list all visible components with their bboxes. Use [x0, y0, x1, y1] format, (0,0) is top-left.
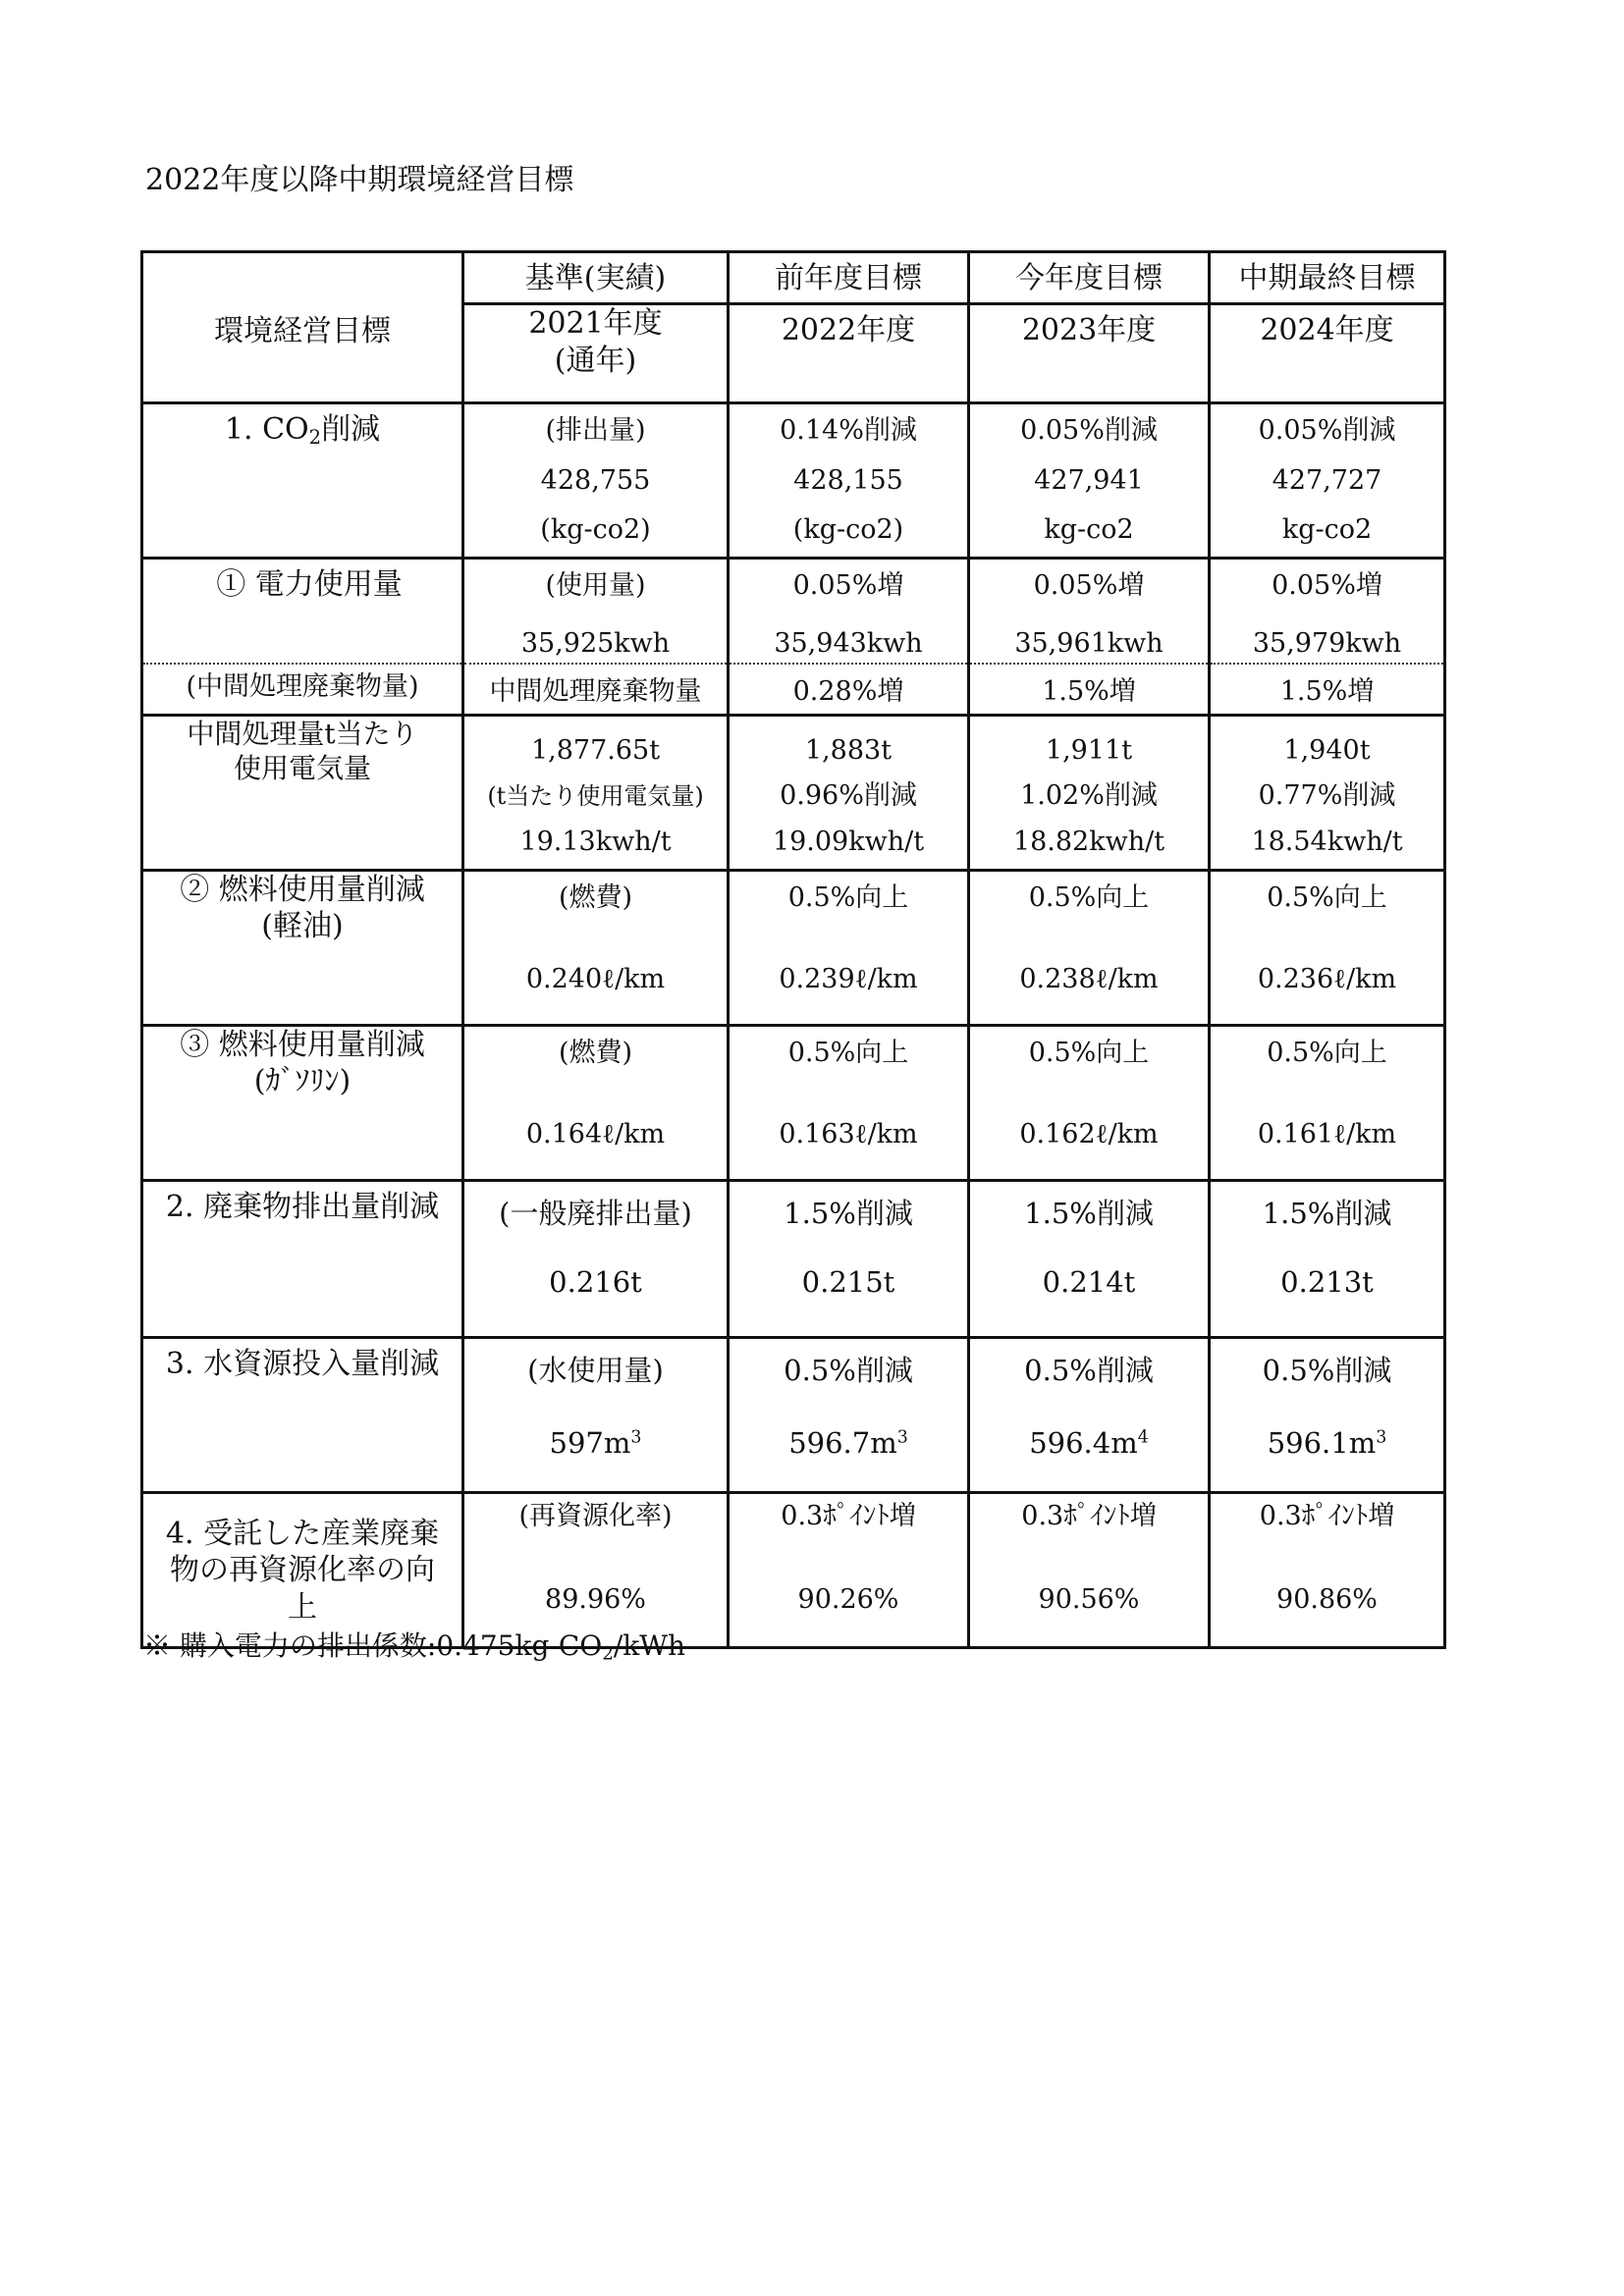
- environmental-goals-table: [140, 250, 1446, 1649]
- power-cell: 0.05%増 35,961kwh: [969, 559, 1210, 665]
- co2-cell: 0.14%削減 428,155 (kg-co2): [729, 403, 969, 559]
- diesel-cell: (燃費) 0.240ℓ/km: [463, 870, 729, 1025]
- waste-cell: 1.5%削減 0.214t: [969, 1180, 1210, 1337]
- co2-row: [142, 403, 1445, 559]
- power-per-ton-label: 中間処理量t当たり 使用電気量: [142, 715, 463, 870]
- co2-cell: 0.05%削減 427,727 kg-co2: [1210, 403, 1445, 559]
- recycle-cell: 0.3ﾎﾟｲﾝﾄ増 90.86%: [1210, 1492, 1445, 1647]
- power-per-ton-cell: 1,877.65t (t当たり使用電気量) 19.13kwh/t: [463, 715, 729, 870]
- power-per-ton-cell: 1,883t 0.96%削減 19.09kwh/t: [729, 715, 969, 870]
- diesel-cell: 0.5%向上 0.239ℓ/km: [729, 870, 969, 1025]
- power-cell: 0.05%増 35,979kwh: [1210, 559, 1445, 665]
- emission-factor-note: ※ 購入電力の排出係数$:0.475kg-CO_2$/kWh: [143, 1629, 686, 1665]
- water-cell: 0.5%削減 $596.1m^3$: [1210, 1337, 1445, 1492]
- water-cell: 0.5%削減 $596.4m^4$: [969, 1337, 1210, 1492]
- intermediate-waste-cell: 1.5%増: [1210, 664, 1445, 715]
- waste-label: 2. 廃棄物排出量削減: [142, 1180, 463, 1337]
- co2-label: 1. $CO_2$削減: [142, 403, 463, 559]
- header-year: 2021年度: [528, 306, 663, 341]
- water-cell: (水使用量) $597m^3$: [463, 1337, 729, 1492]
- header-col-current-target: 今年度目標: [969, 252, 1210, 304]
- header-year-cell: 2024年度: [1210, 304, 1445, 403]
- power-per-ton-row: [142, 715, 1445, 870]
- intermediate-waste-row: [142, 664, 1445, 715]
- intermediate-waste-cell: 中間処理廃棄物量: [463, 664, 729, 715]
- waste-cell: 1.5%削減 0.213t: [1210, 1180, 1445, 1337]
- waste-cell: 1.5%削減 0.215t: [729, 1180, 969, 1337]
- power-cell: (使用量) 35,925kwh: [463, 559, 729, 665]
- header-col-baseline: 基準(実績): [463, 252, 729, 304]
- recycle-cell: (再資源化率) 89.96%: [463, 1492, 729, 1647]
- gasoline-row: [142, 1025, 1445, 1180]
- gasoline-cell: 0.5%向上 0.161ℓ/km: [1210, 1025, 1445, 1180]
- header-year-note: (通年): [554, 343, 637, 378]
- header-year-cell: 2022年度: [729, 304, 969, 403]
- power-row: [142, 559, 1445, 665]
- diesel-cell: 0.5%向上 0.238ℓ/km: [969, 870, 1210, 1025]
- waste-row: [142, 1180, 1445, 1337]
- gasoline-cell: 0.5%向上 0.163ℓ/km: [729, 1025, 969, 1180]
- header-row: [142, 252, 1445, 304]
- recycle-cell: 0.3ﾎﾟｲﾝﾄ増 90.56%: [969, 1492, 1210, 1647]
- recycle-cell: 0.3ﾎﾟｲﾝﾄ増 90.26%: [729, 1492, 969, 1647]
- water-label: 3. 水資源投入量削減: [142, 1337, 463, 1492]
- power-per-ton-cell: 1,911t 1.02%削減 18.82kwh/t: [969, 715, 1210, 870]
- header-year-cell: 2023年度: [969, 304, 1210, 403]
- intermediate-waste-cell: 1.5%増: [969, 664, 1210, 715]
- power-per-ton-cell: 1,940t 0.77%削減 18.54kwh/t: [1210, 715, 1445, 870]
- header-label: 環境経営目標: [142, 252, 463, 403]
- recycle-label: 4. 受託した産業廃棄 物の再資源化率の向 上: [142, 1492, 463, 1647]
- diesel-label: ② 燃料使用量削減 (軽油): [142, 870, 463, 1025]
- header-col-final-target: 中期最終目標: [1210, 252, 1445, 304]
- water-row: [142, 1337, 1445, 1492]
- co2-cell: 0.05%削減 427,941 kg-co2: [969, 403, 1210, 559]
- header-col-prev-target: 前年度目標: [729, 252, 969, 304]
- diesel-cell: 0.5%向上 0.236ℓ/km: [1210, 870, 1445, 1025]
- diesel-row: [142, 870, 1445, 1025]
- power-label: ① 電力使用量: [142, 559, 463, 665]
- page-title: 2022年度以降中期環境経営目標: [145, 163, 574, 197]
- gasoline-label: ③ 燃料使用量削減 (ｶﾞｿﾘﾝ): [142, 1025, 463, 1180]
- intermediate-waste-label: (中間処理廃棄物量): [142, 664, 463, 715]
- power-cell: 0.05%増 35,943kwh: [729, 559, 969, 665]
- intermediate-waste-cell: 0.28%増: [729, 664, 969, 715]
- water-cell: 0.5%削減 $596.7m^3$: [729, 1337, 969, 1492]
- co2-cell: (排出量) 428,755 (kg-co2): [463, 403, 729, 559]
- gasoline-cell: (燃費) 0.164ℓ/km: [463, 1025, 729, 1180]
- gasoline-cell: 0.5%向上 0.162ℓ/km: [969, 1025, 1210, 1180]
- waste-cell: (一般廃排出量) 0.216t: [463, 1180, 729, 1337]
- header-year-cell: [463, 304, 729, 403]
